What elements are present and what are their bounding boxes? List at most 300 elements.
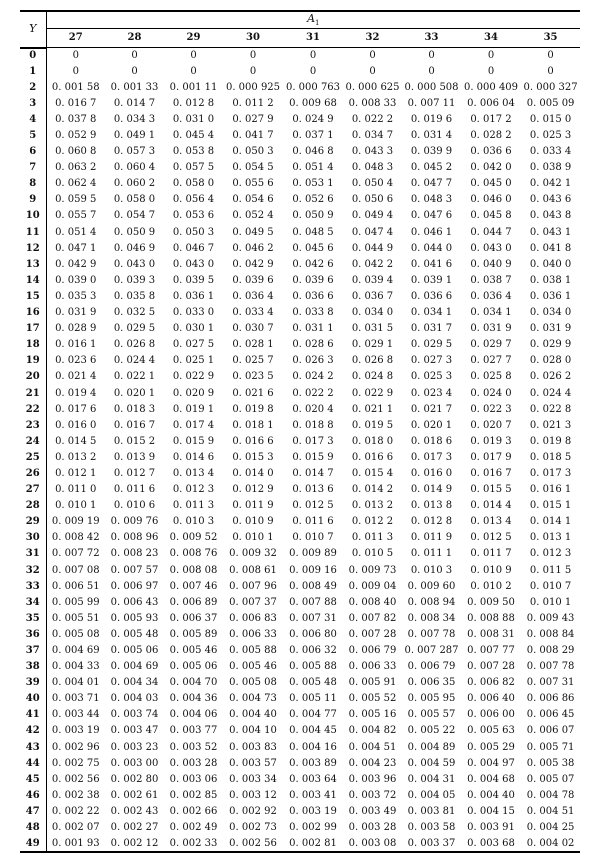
table-cell: 0. 046 8 — [292, 146, 334, 158]
table-cell: 0. 045 0 — [470, 178, 512, 190]
table-row — [20, 627, 580, 643]
table-cell: 0. 003 28 — [348, 822, 397, 834]
table-cell: 0. 003 72 — [348, 789, 397, 801]
table-cell: 0. 021 7 — [410, 403, 453, 415]
row-label: 24 — [20, 434, 46, 450]
table-cell: 0. 021 6 — [232, 387, 274, 399]
table-cell: 0. 006 37 — [169, 612, 218, 624]
table-cell: 0. 002 80 — [110, 773, 159, 785]
table-cell: 0. 031 4 — [410, 130, 453, 142]
table-cell: 0. 019 6 — [410, 113, 453, 125]
table-cell: 0. 004 97 — [467, 757, 515, 769]
table-row — [20, 450, 580, 466]
table-row — [20, 369, 580, 385]
table-cell: 0. 057 5 — [172, 162, 215, 174]
table-cell: 0. 007 88 — [289, 596, 337, 608]
table-cell: 0. 010 7 — [529, 580, 572, 592]
table-cell: 0. 009 89 — [289, 548, 337, 560]
table-cell: 0. 013 9 — [113, 451, 156, 463]
table-cell: 0. 005 22 — [407, 725, 456, 737]
table-cell: 0. 017 3 — [529, 467, 572, 479]
table-cell: 0. 019 8 — [232, 403, 274, 415]
table-cell: 0 — [131, 65, 138, 77]
table-cell: 0. 000 625 — [345, 81, 400, 93]
table-container — [20, 10, 580, 853]
table-cell: 0. 042 0 — [470, 162, 512, 174]
table-cell: 0. 005 57 — [407, 709, 456, 721]
table-cell: 0. 012 9 — [232, 484, 274, 496]
table-cell: 0. 003 47 — [110, 725, 159, 737]
table-cell: 0. 016 6 — [232, 435, 274, 447]
table-cell: 0. 025 8 — [470, 371, 512, 383]
table-cell: 0. 038 1 — [529, 274, 572, 286]
table-row — [20, 514, 580, 530]
table-cell: 0. 012 5 — [292, 500, 334, 512]
table-cell: 0. 025 3 — [410, 371, 453, 383]
table-row — [20, 353, 580, 369]
table-cell: 0. 034 1 — [410, 307, 453, 319]
row-label: 6 — [20, 144, 46, 160]
row-label: 31 — [20, 546, 46, 562]
table-cell: 0. 006 00 — [467, 709, 515, 721]
table-cell: 0. 022 9 — [351, 387, 394, 399]
table-cell: 0. 014 1 — [529, 516, 572, 528]
table-cell: 0. 005 51 — [51, 612, 100, 624]
table-row — [20, 402, 580, 418]
column-header: 35 — [521, 29, 580, 48]
row-label: 29 — [20, 514, 46, 530]
group-letter: A — [307, 11, 316, 25]
table-row — [20, 772, 580, 788]
table-cell: 0. 016 7 — [113, 419, 156, 431]
table-cell: 0. 043 0 — [113, 258, 156, 270]
table-cell: 0. 005 88 — [229, 645, 277, 657]
table-cell: 0. 000 508 — [404, 81, 459, 93]
table-cell: 0. 002 22 — [51, 805, 100, 817]
table-cell: 0. 009 16 — [289, 564, 337, 576]
table-cell: 0. 005 16 — [348, 709, 397, 721]
row-label: 41 — [20, 707, 46, 723]
table-cell: 0. 009 52 — [169, 532, 218, 544]
table-row — [20, 498, 580, 514]
table-cell: 0. 007 46 — [169, 580, 218, 592]
table-row — [20, 546, 580, 562]
table-cell: 0. 050 6 — [351, 194, 394, 206]
table-row — [20, 192, 580, 208]
column-header: 28 — [105, 29, 164, 48]
row-label: 48 — [20, 820, 46, 836]
row-label: 33 — [20, 579, 46, 595]
table-cell: 0. 005 93 — [110, 612, 159, 624]
table-cell: 0. 054 6 — [232, 194, 274, 206]
table-cell: 0. 037 1 — [292, 130, 334, 142]
table-cell: 0. 026 8 — [113, 339, 156, 351]
table-cell: 0. 043 1 — [529, 226, 572, 238]
table-cell: 0. 018 5 — [529, 451, 572, 463]
table-cell: 0. 020 1 — [410, 419, 453, 431]
table-cell: 0. 047 7 — [410, 178, 453, 190]
row-label: 12 — [20, 241, 46, 257]
table-cell: 0. 011 2 — [232, 97, 274, 109]
table-cell: 0. 004 82 — [348, 725, 397, 737]
table-cell: 0. 003 58 — [407, 822, 456, 834]
table-cell: 0. 008 42 — [51, 532, 100, 544]
table-cell: 0 — [249, 49, 257, 61]
table-cell: 0. 002 61 — [110, 789, 159, 801]
table-cell: 0. 005 38 — [526, 757, 575, 769]
table-cell: 0. 003 49 — [348, 805, 397, 817]
table-cell: 0. 045 8 — [470, 210, 512, 222]
table-cell: 0. 050 3 — [172, 226, 215, 238]
table-cell: 0. 013 6 — [292, 484, 334, 496]
table-cell: 0. 007 28 — [348, 628, 397, 640]
table-row — [20, 273, 580, 289]
row-label: 43 — [20, 740, 46, 756]
table-row — [20, 160, 580, 176]
table-cell: 0. 004 06 — [169, 709, 218, 721]
table-cell: 0. 003 96 — [348, 773, 397, 785]
table-cell: 0. 034 0 — [351, 307, 394, 319]
table-row — [20, 96, 580, 112]
table-cell: 0. 002 33 — [164, 836, 223, 852]
table-cell: 0. 036 6 — [292, 290, 334, 302]
table-row — [20, 64, 580, 80]
table-cell: 0. 010 3 — [172, 516, 215, 528]
table-cell: 0. 022 2 — [292, 387, 334, 399]
table-cell: 0. 015 9 — [292, 451, 334, 463]
table-cell: 0. 009 43 — [526, 612, 575, 624]
table-cell: 0. 005 09 — [526, 97, 575, 109]
table-cell: 0 — [72, 49, 79, 61]
row-label: 30 — [20, 530, 46, 546]
table-cell: 0. 010 7 — [292, 532, 334, 544]
table-cell: 0. 009 73 — [348, 564, 397, 576]
table-cell: 0. 016 6 — [351, 451, 394, 463]
table-cell: 0. 005 52 — [348, 693, 397, 705]
table-row — [20, 225, 580, 241]
table-cell: 0. 038 9 — [529, 162, 572, 174]
table-cell: 0. 012 8 — [172, 97, 215, 109]
table-cell: 0. 010 5 — [351, 548, 394, 560]
row-label: 21 — [20, 385, 46, 401]
row-label: 20 — [20, 369, 46, 385]
table-cell: 0. 002 38 — [51, 789, 100, 801]
table-cell: 0. 013 2 — [351, 500, 394, 512]
table-row — [20, 482, 580, 498]
table-cell: 0. 020 9 — [172, 387, 215, 399]
table-cell: 0. 024 9 — [292, 113, 334, 125]
table-cell: 0. 010 1 — [232, 532, 274, 544]
table-cell: 0. 033 8 — [292, 307, 334, 319]
table-cell: 0. 012 7 — [113, 467, 156, 479]
table-cell: 0. 057 3 — [113, 146, 156, 158]
table-cell: 0. 011 9 — [232, 500, 274, 512]
table-cell: 0. 033 4 — [232, 307, 274, 319]
table-cell: 0. 005 08 — [229, 677, 277, 689]
table-row — [20, 820, 580, 836]
table-cell: 0. 012 1 — [55, 467, 97, 479]
table-cell: 0. 027 5 — [172, 339, 215, 351]
column-header: 33 — [402, 29, 461, 48]
row-label: 27 — [20, 482, 46, 498]
table-cell: 0. 006 45 — [526, 709, 575, 721]
table-cell: 0. 014 0 — [232, 467, 274, 479]
table-cell: 0. 008 34 — [407, 612, 456, 624]
table-cell: 0. 003 19 — [51, 725, 100, 737]
row-label: 35 — [20, 611, 46, 627]
table-cell: 0. 007 31 — [526, 677, 575, 689]
table-cell: 0. 007 77 — [467, 645, 515, 657]
row-label: 38 — [20, 659, 46, 675]
table-row — [20, 257, 580, 273]
table-cell: 0. 010 3 — [410, 564, 453, 576]
table-cell: 0. 041 7 — [232, 130, 274, 142]
table-cell: 0. 015 3 — [232, 451, 274, 463]
table-cell: 0. 004 77 — [289, 709, 337, 721]
table-cell: 0. 031 1 — [292, 323, 334, 335]
table-cell: 0. 006 07 — [526, 725, 575, 737]
table-cell: 0. 010 1 — [55, 500, 97, 512]
table-cell: 0. 011 6 — [292, 516, 334, 528]
row-label: 8 — [20, 176, 46, 192]
table-cell: 0. 039 0 — [55, 274, 97, 286]
table-cell: 0. 054 5 — [232, 162, 274, 174]
table-cell: 0. 004 31 — [407, 773, 456, 785]
table-body — [20, 48, 580, 853]
table-cell: 0. 003 91 — [467, 822, 515, 834]
table-cell: 0. 050 4 — [351, 178, 394, 190]
row-header-label: Y — [29, 22, 37, 36]
table-cell: 0. 008 31 — [467, 628, 515, 640]
table-cell: 0. 030 7 — [232, 323, 274, 335]
table-row — [20, 691, 580, 707]
table-cell: 0. 047 6 — [410, 210, 453, 222]
column-header: 31 — [283, 29, 343, 48]
table-cell: 0. 006 80 — [289, 628, 337, 640]
table-cell: 0. 002 99 — [289, 822, 337, 834]
table-cell: 0. 010 6 — [113, 500, 156, 512]
table-cell: 0. 006 33 — [229, 628, 277, 640]
table-cell: 0. 005 11 — [289, 693, 337, 705]
table-cell: 0. 016 7 — [55, 97, 97, 109]
table-cell: 0. 039 6 — [292, 274, 334, 286]
table-cell: 0. 041 8 — [529, 242, 572, 254]
table-cell: 0. 005 63 — [467, 725, 515, 737]
table-cell: 0. 024 4 — [529, 387, 572, 399]
table-row — [20, 563, 580, 579]
table-cell: 0. 034 7 — [351, 130, 394, 142]
table-cell: 0. 003 08 — [343, 836, 402, 852]
table-cell: 0. 045 2 — [410, 162, 453, 174]
row-header-y — [20, 11, 46, 48]
table-cell: 0. 005 07 — [526, 773, 575, 785]
table-cell: 0. 003 64 — [289, 773, 337, 785]
table-cell: 0. 007 37 — [229, 596, 277, 608]
table-cell: 0. 059 5 — [55, 194, 97, 206]
table-cell: 0. 005 89 — [169, 628, 218, 640]
table-cell: 0. 003 74 — [110, 709, 159, 721]
table-cell: 0. 005 08 — [51, 628, 100, 640]
table-cell: 0. 003 00 — [110, 757, 159, 769]
table-cell: 0. 008 23 — [110, 548, 159, 560]
table-row — [20, 675, 580, 691]
table-cell: 0. 017 6 — [55, 403, 97, 415]
table-cell: 0 — [72, 65, 79, 77]
table-cell: 0. 003 37 — [402, 836, 461, 852]
table-cell: 0. 004 51 — [348, 741, 397, 753]
table-cell: 0. 002 75 — [51, 757, 100, 769]
column-header: 29 — [164, 29, 223, 48]
row-label: 28 — [20, 498, 46, 514]
row-label: 17 — [20, 321, 46, 337]
table-cell: 0. 005 95 — [407, 693, 456, 705]
table-cell: 0. 021 1 — [351, 403, 394, 415]
table-cell: 0. 003 52 — [169, 741, 218, 753]
table-cell: 0. 002 49 — [169, 822, 218, 834]
row-label: 19 — [20, 353, 46, 369]
table-cell: 0. 004 34 — [110, 677, 159, 689]
table-cell: 0. 001 93 — [46, 836, 105, 852]
table-cell: 0. 003 81 — [407, 805, 456, 817]
table-cell: 0. 046 2 — [232, 242, 274, 254]
table-cell: 0. 009 68 — [289, 97, 337, 109]
table-cell: 0. 004 01 — [51, 677, 100, 689]
table-cell: 0. 028 2 — [470, 130, 512, 142]
table-cell: 0. 009 19 — [51, 516, 100, 528]
table-row — [20, 643, 580, 659]
table-cell: 0. 014 4 — [470, 500, 512, 512]
table-cell: 0. 058 0 — [172, 178, 215, 190]
table-cell: 0. 045 6 — [292, 242, 334, 254]
table-cell: 0. 006 82 — [467, 677, 515, 689]
table-cell: 0. 056 4 — [172, 194, 215, 206]
group-subscript: 1 — [315, 19, 320, 28]
table-cell: 0. 014 7 — [113, 97, 156, 109]
table-cell: 0. 004 51 — [526, 805, 575, 817]
table-cell: 0. 020 7 — [470, 419, 512, 431]
table-cell: 0. 005 88 — [289, 661, 337, 673]
table-cell: 0. 053 6 — [172, 210, 215, 222]
row-label: 7 — [20, 160, 46, 176]
row-label: 45 — [20, 772, 46, 788]
table-row — [20, 176, 580, 192]
table-cell: 0. 058 0 — [113, 194, 156, 206]
table-cell: 0. 036 7 — [351, 290, 394, 302]
table-row — [20, 289, 580, 305]
table-cell: 0. 014 6 — [172, 451, 215, 463]
table-cell: 0. 031 9 — [55, 307, 97, 319]
table-cell: 0. 046 1 — [410, 226, 453, 238]
table-cell: 0. 008 08 — [169, 564, 218, 576]
table-cell: 0. 051 4 — [292, 162, 334, 174]
table-cell: 0. 025 7 — [232, 355, 274, 367]
table-cell: 0. 039 5 — [172, 274, 215, 286]
table-cell: 0. 004 23 — [348, 757, 397, 769]
table-cell: 0. 004 73 — [229, 693, 277, 705]
table-cell: 0. 006 04 — [467, 97, 515, 109]
table-cell: 0. 035 8 — [113, 290, 156, 302]
table-cell: 0. 005 29 — [467, 741, 515, 753]
table-cell: 0. 009 50 — [467, 596, 515, 608]
table-row — [20, 788, 580, 804]
table-cell: 0. 033 4 — [529, 146, 572, 158]
table-cell: 0. 002 66 — [169, 805, 218, 817]
table-cell: 0. 022 1 — [113, 371, 156, 383]
table-cell: 0. 005 48 — [110, 628, 159, 640]
table-cell: 0. 037 8 — [55, 113, 97, 125]
table-cell: 0. 028 6 — [292, 339, 334, 351]
table-cell: 0. 017 3 — [292, 435, 334, 447]
table-cell: 0. 018 6 — [410, 435, 453, 447]
table-cell: 0. 005 46 — [229, 661, 277, 673]
table-cell: 0. 003 41 — [289, 789, 337, 801]
table-cell: 0. 011 1 — [410, 548, 453, 560]
table-cell: 0. 033 0 — [172, 307, 215, 319]
table-cell: 0 — [249, 65, 257, 77]
table-cell: 0. 049 4 — [351, 210, 394, 222]
table-cell: 0. 050 9 — [292, 210, 334, 222]
table-row — [20, 337, 580, 353]
table-cell: 0. 040 0 — [529, 258, 572, 270]
table-cell: 0. 006 40 — [467, 693, 515, 705]
table-cell: 0. 002 27 — [110, 822, 159, 834]
table-cell: 0. 008 40 — [348, 596, 397, 608]
table-cell: 0. 046 7 — [172, 242, 215, 254]
table-cell: 0. 032 5 — [113, 307, 156, 319]
table-cell: 0. 007 82 — [348, 612, 397, 624]
table-cell: 0. 015 1 — [529, 500, 572, 512]
table-row — [20, 305, 580, 321]
table-cell: 0 — [190, 65, 197, 77]
table-cell: 0. 018 3 — [113, 403, 156, 415]
table-cell: 0. 031 7 — [410, 323, 453, 335]
table-cell: 0 — [190, 49, 197, 61]
table-cell: 0. 019 4 — [55, 387, 97, 399]
table-cell: 0. 009 76 — [110, 516, 159, 528]
table-cell: 0. 034 1 — [470, 307, 512, 319]
table-cell: 0 — [309, 49, 317, 61]
data-table — [20, 10, 580, 853]
table-cell: 0. 012 3 — [529, 548, 572, 560]
table-cell: 0. 000 409 — [463, 81, 519, 93]
table-cell: 0. 004 45 — [289, 725, 337, 737]
row-label: 26 — [20, 466, 46, 482]
table-cell: 0. 049 5 — [232, 226, 274, 238]
table-cell: 0. 006 32 — [289, 645, 337, 657]
table-cell: 0. 013 2 — [55, 451, 97, 463]
table-cell: 0. 011 3 — [351, 532, 394, 544]
row-label: 23 — [20, 418, 46, 434]
table-cell: 0. 004 03 — [110, 693, 159, 705]
table-cell: 0. 036 4 — [232, 290, 274, 302]
table-cell: 0. 014 2 — [351, 484, 394, 496]
table-cell: 0. 003 89 — [289, 757, 337, 769]
table-cell: 0. 048 5 — [292, 226, 334, 238]
table-row — [20, 530, 580, 546]
table-cell: 0. 055 7 — [55, 210, 97, 222]
table-cell: 0. 052 9 — [55, 130, 97, 142]
table-cell: 0. 039 4 — [351, 274, 394, 286]
table-cell: 0. 004 16 — [289, 741, 337, 753]
table-cell: 0. 003 83 — [229, 741, 277, 753]
table-cell: 0. 024 0 — [470, 387, 512, 399]
table-cell: 0. 005 48 — [289, 677, 337, 689]
table-cell: 0. 040 9 — [470, 258, 512, 270]
table-cell: 0. 051 4 — [55, 226, 97, 238]
row-label: 37 — [20, 643, 46, 659]
row-label: 13 — [20, 257, 46, 273]
table-cell: 0. 004 10 — [229, 725, 277, 737]
